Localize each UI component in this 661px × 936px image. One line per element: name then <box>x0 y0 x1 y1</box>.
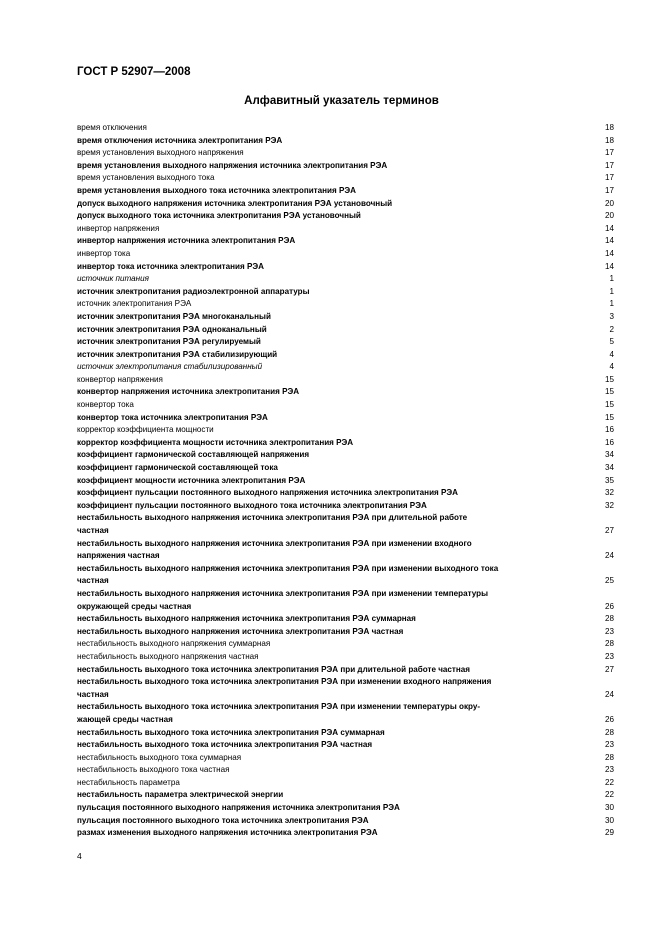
page-title: Алфавитный указатель терминов <box>244 95 439 107</box>
index-page-ref: 14 <box>604 236 614 246</box>
index-entry <box>77 261 614 274</box>
index-term: нестабильность выходного тока источника электропитания РЭА при изменении температуры окру- жающей среды частная <box>77 702 481 724</box>
index-page-ref: 35 <box>604 475 614 485</box>
index-page-ref: 26 <box>604 714 614 724</box>
index-term: допуск выходного тока источника электропитания РЭА установочный <box>77 211 361 221</box>
index-entry <box>77 324 614 337</box>
index-page-ref: 3 <box>609 311 614 321</box>
page-number: 4 <box>77 851 82 861</box>
index-page-ref: 32 <box>604 488 614 498</box>
index-page-ref: 14 <box>604 261 614 271</box>
index-entry <box>77 273 614 286</box>
index-page-ref: 28 <box>604 727 614 737</box>
index-entry <box>77 424 614 437</box>
index-term: нестабильность выходного тока суммарная <box>77 752 242 762</box>
index-entry <box>77 701 614 726</box>
index-term: размах изменения выходного напряжения источника электропитания РЭА <box>77 828 378 838</box>
index-entry <box>77 676 614 701</box>
index-term: время установления выходного напряжения <box>77 148 244 158</box>
index-entry <box>77 235 614 248</box>
index-entry <box>77 223 614 236</box>
index-term: источник электропитания радиоэлектронной аппаратуры <box>77 286 310 296</box>
index-entry <box>77 185 614 198</box>
index-page-ref: 15 <box>604 374 614 384</box>
index-entry <box>77 588 614 613</box>
index-entry <box>77 475 614 488</box>
index-term: нестабильность выходного тока источника электропитания РЭА при длительной работе частная <box>77 664 471 674</box>
index-entry <box>77 336 614 349</box>
index-term: нестабильность выходного напряжения частная <box>77 651 259 661</box>
index-entry <box>77 210 614 223</box>
index-entry <box>77 802 614 815</box>
index-term: источник электропитания РЭА регулируемый <box>77 337 261 347</box>
index-term: корректор коэффициента мощности <box>77 425 214 435</box>
index-term: допуск выходного напряжения источника электропитания РЭА установочный <box>77 198 393 208</box>
index-term: источник электропитания РЭА стабилизирующий <box>77 349 278 359</box>
index-entry <box>77 160 614 173</box>
index-entry <box>77 512 614 537</box>
index-page-ref: 30 <box>604 803 614 813</box>
index-term: источник электропитания РЭА <box>77 299 192 309</box>
index-term: источник электропитания РЭА многоканальный <box>77 311 271 321</box>
index-term: время отключения <box>77 123 147 132</box>
standard-header: ГОСТ Р 52907—2008 <box>77 66 191 78</box>
index-entry <box>77 651 614 664</box>
index-page-ref: 1 <box>609 274 614 284</box>
index-page-ref: 30 <box>604 815 614 825</box>
index-entry <box>77 664 614 677</box>
index-page-ref: 25 <box>604 576 614 586</box>
index-term: нестабильность выходного тока источника электропитания РЭА частная <box>77 740 373 750</box>
index-term: инвертор напряжения источника электропитания РЭА <box>77 236 296 246</box>
index-page-ref: 4 <box>609 349 614 359</box>
term-index-list <box>77 122 614 840</box>
index-term: конвертор напряжения источника электропитания РЭА <box>77 387 300 397</box>
index-entry <box>77 349 614 362</box>
index-term: инвертор тока источника электропитания РЭА <box>77 261 264 271</box>
index-page-ref: 28 <box>604 639 614 649</box>
index-entry <box>77 172 614 185</box>
index-entry <box>77 764 614 777</box>
index-term: пульсация постоянного выходного тока источника электропитания РЭА <box>77 815 369 825</box>
index-term: коэффициент гармонической составляющей тока <box>77 463 278 473</box>
index-entry <box>77 147 614 160</box>
index-term: инвертор тока <box>77 248 131 258</box>
index-term: коэффициент гармонической составляющей напряжения <box>77 450 310 460</box>
index-page-ref: 17 <box>604 185 614 195</box>
index-page-ref: 18 <box>604 135 614 145</box>
index-page-ref: 1 <box>609 299 614 309</box>
index-term: время установления выходного напряжения источника электропитания РЭА <box>77 160 388 170</box>
index-term: время установления выходного тока источника электропитания РЭА <box>77 185 356 195</box>
index-entry <box>77 613 614 626</box>
index-page-ref: 26 <box>604 601 614 611</box>
index-entry <box>77 815 614 828</box>
index-page-ref: 24 <box>604 551 614 561</box>
index-entry <box>77 487 614 500</box>
index-term: источник питания <box>77 274 149 284</box>
index-term: нестабильность выходного напряжения источника электропитания РЭА при длительной работе частная <box>77 513 468 535</box>
index-term: нестабильность выходного тока источника электропитания РЭА при изменении входного напряжения частная <box>77 677 492 699</box>
index-page-ref: 23 <box>604 626 614 636</box>
index-term: источник электропитания стабилизированный <box>77 362 263 372</box>
index-term: время отключения источника электропитания РЭА <box>77 135 283 145</box>
index-page-ref: 23 <box>604 651 614 661</box>
index-entry <box>77 386 614 399</box>
index-entry <box>77 827 614 840</box>
index-page-ref: 27 <box>604 526 614 535</box>
index-entry <box>77 286 614 299</box>
index-page-ref: 16 <box>604 437 614 447</box>
index-page-ref: 17 <box>604 160 614 170</box>
index-entry <box>77 311 614 324</box>
index-page-ref: 23 <box>604 765 614 775</box>
index-term: конвертор напряжения <box>77 374 163 384</box>
index-term: нестабильность параметра электрической энергии <box>77 790 284 800</box>
index-page-ref: 22 <box>604 777 614 787</box>
index-page-ref: 1 <box>609 286 614 296</box>
index-term: пульсация постоянного выходного напряжения источника электропитания РЭА <box>77 803 400 813</box>
index-page-ref: 20 <box>604 198 614 208</box>
index-page-ref: 22 <box>604 790 614 800</box>
index-entry <box>77 361 614 374</box>
index-entry <box>77 399 614 412</box>
index-entry <box>77 437 614 450</box>
index-page-ref: 14 <box>604 223 614 233</box>
index-entry <box>77 752 614 765</box>
index-entry <box>77 638 614 651</box>
index-entry <box>77 298 614 311</box>
index-term: нестабильность выходного тока источника электропитания РЭА суммарная <box>77 727 385 737</box>
index-term: конвертор тока источника электропитания РЭА <box>77 412 268 422</box>
index-page-ref: 17 <box>604 173 614 183</box>
index-page-ref: 29 <box>604 828 614 838</box>
index-term: коэффициент пульсации постоянного выходного тока источника электропитания РЭА <box>77 500 427 510</box>
index-term: коэффициент пульсации постоянного выходного напряжения источника электропитания РЭА <box>77 488 459 498</box>
index-entry <box>77 449 614 462</box>
index-entry <box>77 374 614 387</box>
index-term: нестабильность выходного напряжения источника электропитания РЭА суммарная <box>77 614 416 624</box>
index-entry <box>77 122 614 135</box>
index-page-ref: 20 <box>604 211 614 221</box>
index-term: нестабильность параметра <box>77 777 180 787</box>
index-term: время установления выходного тока <box>77 173 215 183</box>
index-term: нестабильность выходного напряжения источника электропитания РЭА при изменении входного напряжения частная <box>77 538 472 561</box>
index-entry <box>77 789 614 802</box>
index-page-ref: 15 <box>604 400 614 410</box>
index-term: источник электропитания РЭА одноканальный <box>77 324 267 334</box>
index-entry <box>77 563 614 588</box>
index-page-ref: 5 <box>609 337 614 347</box>
index-entry <box>77 198 614 211</box>
index-term: инвертор напряжения <box>77 223 160 233</box>
index-entry <box>77 248 614 261</box>
index-page-ref: 17 <box>604 148 614 158</box>
index-term: нестабильность выходного напряжения источника электропитания РЭА при изменении выходного тока частная <box>77 563 499 586</box>
index-page-ref: 24 <box>604 689 614 699</box>
index-entry <box>77 500 614 513</box>
index-term: нестабильность выходного напряжения источника электропитания РЭА частная <box>77 626 404 636</box>
index-entry <box>77 739 614 752</box>
index-entry <box>77 135 614 148</box>
index-page-ref: 34 <box>604 450 614 460</box>
index-term: корректор коэффициента мощности источника электропитания РЭА <box>77 437 354 447</box>
index-page-ref: 27 <box>604 664 614 674</box>
index-entry <box>77 462 614 475</box>
index-term: нестабильность выходного тока частная <box>77 765 230 775</box>
index-page-ref: 34 <box>604 463 614 473</box>
index-entry <box>77 538 614 563</box>
index-page-ref: 18 <box>604 123 614 132</box>
index-page-ref: 16 <box>604 425 614 435</box>
index-page-ref: 15 <box>604 387 614 397</box>
index-page-ref: 4 <box>609 362 614 372</box>
index-page-ref: 32 <box>604 500 614 510</box>
index-entry <box>77 777 614 790</box>
index-page-ref: 28 <box>604 614 614 624</box>
index-page-ref: 28 <box>604 752 614 762</box>
index-page-ref: 14 <box>604 248 614 258</box>
index-term: конвертор тока <box>77 400 134 410</box>
index-entry <box>77 412 614 425</box>
index-term: коэффициент мощности источника электропитания РЭА <box>77 475 306 485</box>
index-page-ref: 2 <box>609 324 614 334</box>
index-entry <box>77 626 614 639</box>
index-page-ref: 23 <box>604 740 614 750</box>
index-entry <box>77 727 614 740</box>
index-term: нестабильность выходного напряжения суммарная <box>77 639 271 649</box>
index-page-ref: 15 <box>604 412 614 422</box>
index-term: нестабильность выходного напряжения источника электропитания РЭА при изменении температуры окружающей среды частная <box>77 588 488 611</box>
